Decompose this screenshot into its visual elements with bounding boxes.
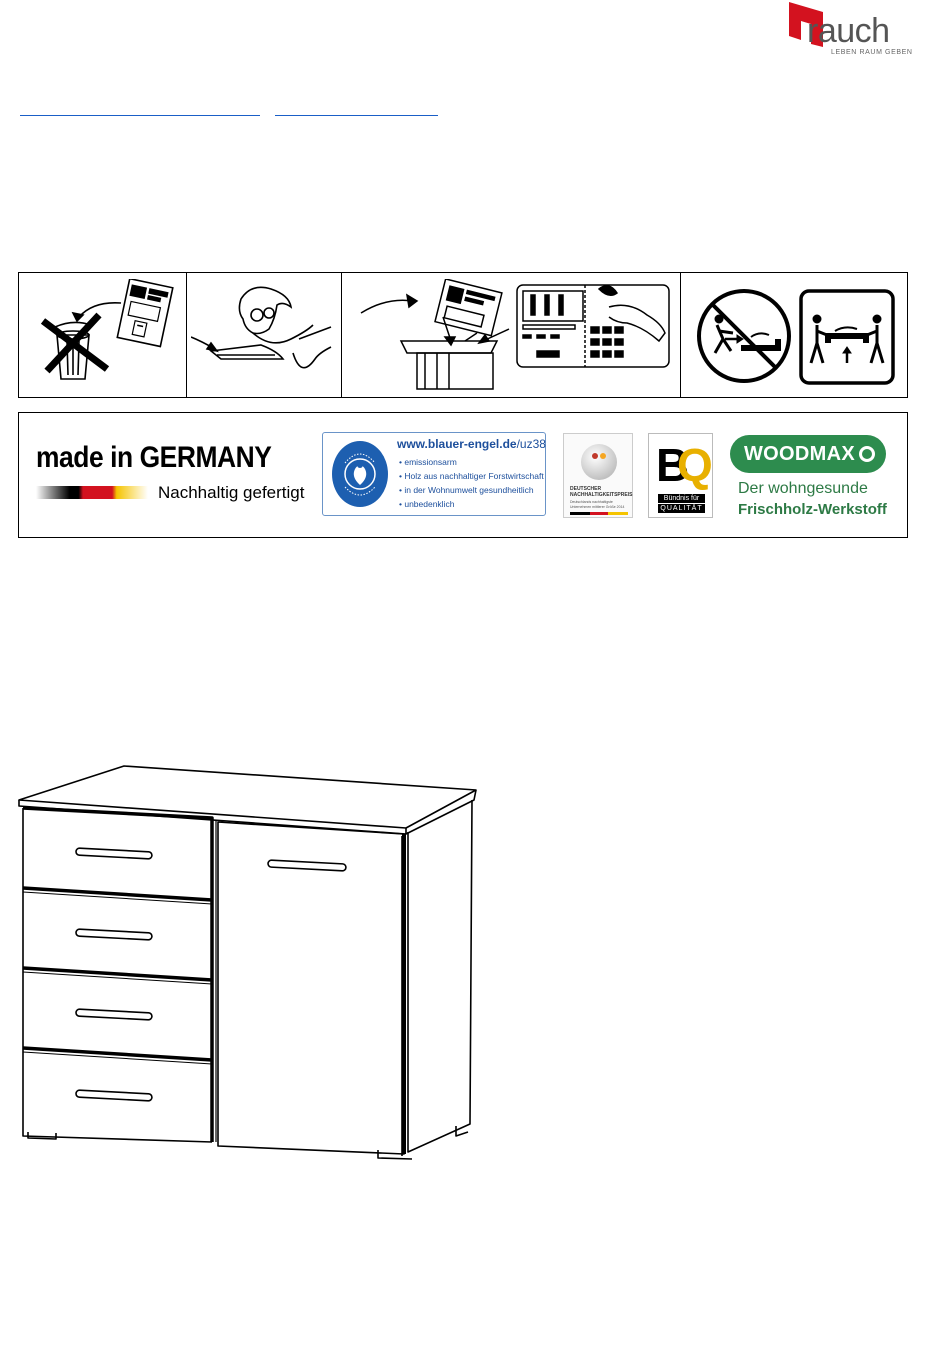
nachhaltigkeitspreis-badge xyxy=(563,433,633,518)
logo-wordmark: rauch xyxy=(807,12,890,50)
sideboard-illustration xyxy=(16,760,480,1166)
do-not-push-furniture-icon xyxy=(695,287,793,385)
german-flag-gradient-icon xyxy=(36,486,148,499)
criteria-item: • in der Wohnumwelt gesundheitlich xyxy=(399,483,544,497)
woodmax-name: WOODMAX xyxy=(744,443,855,465)
criteria-item: • Holz aus nachhaltiger Forstwirtschaft xyxy=(399,469,544,483)
criteria-item: • unbedenklich xyxy=(399,497,544,511)
logo-tagline: LEBEN RAUM GEBEN xyxy=(831,49,913,56)
woodmax-line-2: Frischholz-Werkstoff xyxy=(738,501,887,518)
keep-instructions-icon xyxy=(347,279,677,391)
criteria-item: • emissionsarm xyxy=(399,455,544,469)
rauch-logo xyxy=(787,2,912,62)
read-instructions-icon xyxy=(191,279,337,391)
bq-letter-q: Q xyxy=(677,439,713,491)
blauer-engel-criteria-list xyxy=(399,455,544,511)
lift-furniture-icon xyxy=(799,289,895,385)
header-link-2[interactable] xyxy=(275,103,438,116)
woodmax-pill xyxy=(730,435,886,473)
award-sphere-icon xyxy=(579,440,619,482)
woodmax-line-1: Der wohngesunde xyxy=(738,480,868,497)
blauer-engel-label xyxy=(322,432,546,516)
woodmax-star-icon xyxy=(858,445,876,463)
made-in-germany-subtitle: Nachhaltig gefertigt xyxy=(158,483,305,502)
award-subtitle: Deutschlands nachhaltigste Unternehmen mittlerer Größe 2014 xyxy=(570,500,625,509)
header-link-1[interactable] xyxy=(20,103,260,116)
instruction-strip xyxy=(18,272,908,398)
award-stripe-icon xyxy=(570,512,628,515)
bq-line-1: Bündnis für xyxy=(658,494,705,503)
made-in-germany-title: made in GERMANY xyxy=(36,441,272,474)
bq-line-2: QUALITÄT xyxy=(658,504,705,513)
buendnis-qualitaet-badge xyxy=(648,433,713,518)
bq-letter-b: B xyxy=(656,439,686,491)
blauer-engel-icon xyxy=(331,439,389,509)
do-not-discard-icon xyxy=(37,279,177,391)
award-title: DEUTSCHER NACHHALTIGKEITSPREIS xyxy=(570,486,633,498)
blauer-engel-url: www.blauer-engel.de/uz38 xyxy=(397,437,546,451)
